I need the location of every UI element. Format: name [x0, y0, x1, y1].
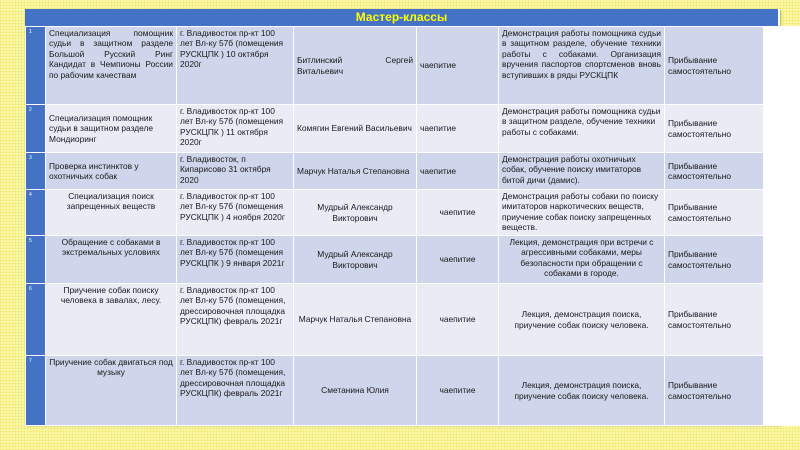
blank-cell	[764, 236, 800, 284]
host-cell: Сметанина Юлия	[294, 356, 417, 426]
extra-cell: чаепитие	[417, 27, 499, 105]
arrival-cell: Прибывание самостоятельно	[665, 236, 764, 284]
table-row	[26, 284, 800, 356]
blank-cell	[764, 284, 800, 356]
row-number: 2	[26, 105, 46, 153]
place-cell: г. Владивосток пр-кт 100 лет Вл-ку 57б (помещения РУСКЦПК ) 11 октября 2020г	[177, 105, 294, 153]
table-row	[26, 236, 800, 284]
topic-cell: Специализация поиск запрещенных веществ	[46, 190, 177, 236]
row-number: 7	[26, 356, 46, 426]
description-cell: Лекция, демонстрация при встречи с агрессивными собаками, меры безопасности при обращении с собаками в городе.	[499, 236, 665, 284]
extra-cell: чаепитие	[417, 236, 499, 284]
host-cell: Марчук Наталья Степановна	[294, 153, 417, 190]
arrival-cell: Прибывание самостоятельно	[665, 153, 764, 190]
row-number: 5	[26, 236, 46, 284]
row-number: 1	[26, 27, 46, 105]
host-cell: Мудрый Александр Викторович	[294, 236, 417, 284]
slide-frame	[25, 9, 780, 425]
description-cell: Демонстрация работы собаки по поиску имитаторов наркотических веществ, приучение собак поиску запрещенных веществ.	[499, 190, 665, 236]
place-cell: г. Владивосток, п Кипарисово 31 октября 2020	[177, 153, 294, 190]
place-cell: г. Владивосток пр-кт 100 лет Вл-ку 57б (помещения РУСКЦПК ) 9 января 2021г	[177, 236, 294, 284]
blank-cell	[764, 356, 800, 426]
extra-cell: чаепитие	[417, 356, 499, 426]
blank-cell	[764, 153, 800, 190]
arrival-cell: Прибывание самостоятельно	[665, 190, 764, 236]
row-number: 4	[26, 190, 46, 236]
description-cell: Демонстрация работы помощника судьи в защитном разделе, обучение техники работы с собаками.	[499, 105, 665, 153]
blank-cell	[764, 27, 800, 105]
arrival-cell: Прибывание самостоятельно	[665, 356, 764, 426]
topic-cell: Специализация помощник судьи в защитном разделе Мондиоринг	[46, 105, 177, 153]
place-cell: г. Владивосток пр-кт 100 лет Вл-ку 57б (помещения РУСКЦПК ) 10 октября 2020г	[177, 27, 294, 105]
host-cell: Марчук Наталья Степановна	[294, 284, 417, 356]
place-cell: г. Владивосток пр-кт 100 лет Вл-ку 57б (помещения РУСКЦПК ) 4 ноября 2020г	[177, 190, 294, 236]
host-cell: Мудрый Александр Викторович	[294, 190, 417, 236]
host-cell: Комягин Евгений Васильевич	[294, 105, 417, 153]
table-row	[26, 190, 800, 236]
table-row	[26, 356, 800, 426]
topic-cell: Специализация помощник судьи в защитном разделе Большой Русский Ринг Кандидат в Чемпионы России по рабочим качествам	[46, 27, 177, 105]
table-row	[26, 153, 800, 190]
description-cell: Лекция, демонстрация поиска, приучение собак поиску человека.	[499, 284, 665, 356]
extra-cell: чаепитие	[417, 153, 499, 190]
blank-cell	[764, 105, 800, 153]
row-number: 3	[26, 153, 46, 190]
topic-cell: Проверка инстинктов у охотничьих собак	[46, 153, 177, 190]
arrival-cell: Прибывание самостоятельно	[665, 284, 764, 356]
place-cell: г. Владивосток пр-кт 100 лет Вл-ку 57б (помещения, дрессировочная площадка РУСКЦПК) февраль 2021г	[177, 284, 294, 356]
master-classes-table	[25, 26, 800, 426]
place-cell: г. Владивосток пр-кт 100 лет Вл-ку 57б (помещения, дрессировочная площадка РУСКЦПК) февраль 2021г	[177, 356, 294, 426]
extra-cell: чаепитие	[417, 284, 499, 356]
table-row	[26, 27, 800, 105]
topic-cell: Приучение собак двигаться под музыку	[46, 356, 177, 426]
blank-cell	[764, 190, 800, 236]
extra-cell: чаепитие	[417, 105, 499, 153]
table-row	[26, 105, 800, 153]
description-cell: Лекция, демонстрация поиска, приучение собак поиску человека.	[499, 356, 665, 426]
topic-cell: Обращение с собаками в экстремальных условиях	[46, 236, 177, 284]
description-cell: Демонстрация работы помощника судьи в защитном разделе, обучение техники работы с собаками. Организация вручения паспортов спортсменов вновь вступивших в ряды РУСКЦПК	[499, 27, 665, 105]
page-title: Мастер-классы	[25, 9, 778, 26]
topic-cell: Приучение собак поиску человека в завалах, лесу.	[46, 284, 177, 356]
arrival-cell: Прибывание самостоятельно	[665, 27, 764, 105]
host-cell: Битлинский Сергей Витальевич	[294, 27, 417, 105]
description-cell: Демонстрация работы охотничьих собак, обучение поиску имитаторов битой дичи (дамис).	[499, 153, 665, 190]
arrival-cell: Прибывание самостоятельно	[665, 105, 764, 153]
row-number: 6	[26, 284, 46, 356]
extra-cell: чаепитие	[417, 190, 499, 236]
